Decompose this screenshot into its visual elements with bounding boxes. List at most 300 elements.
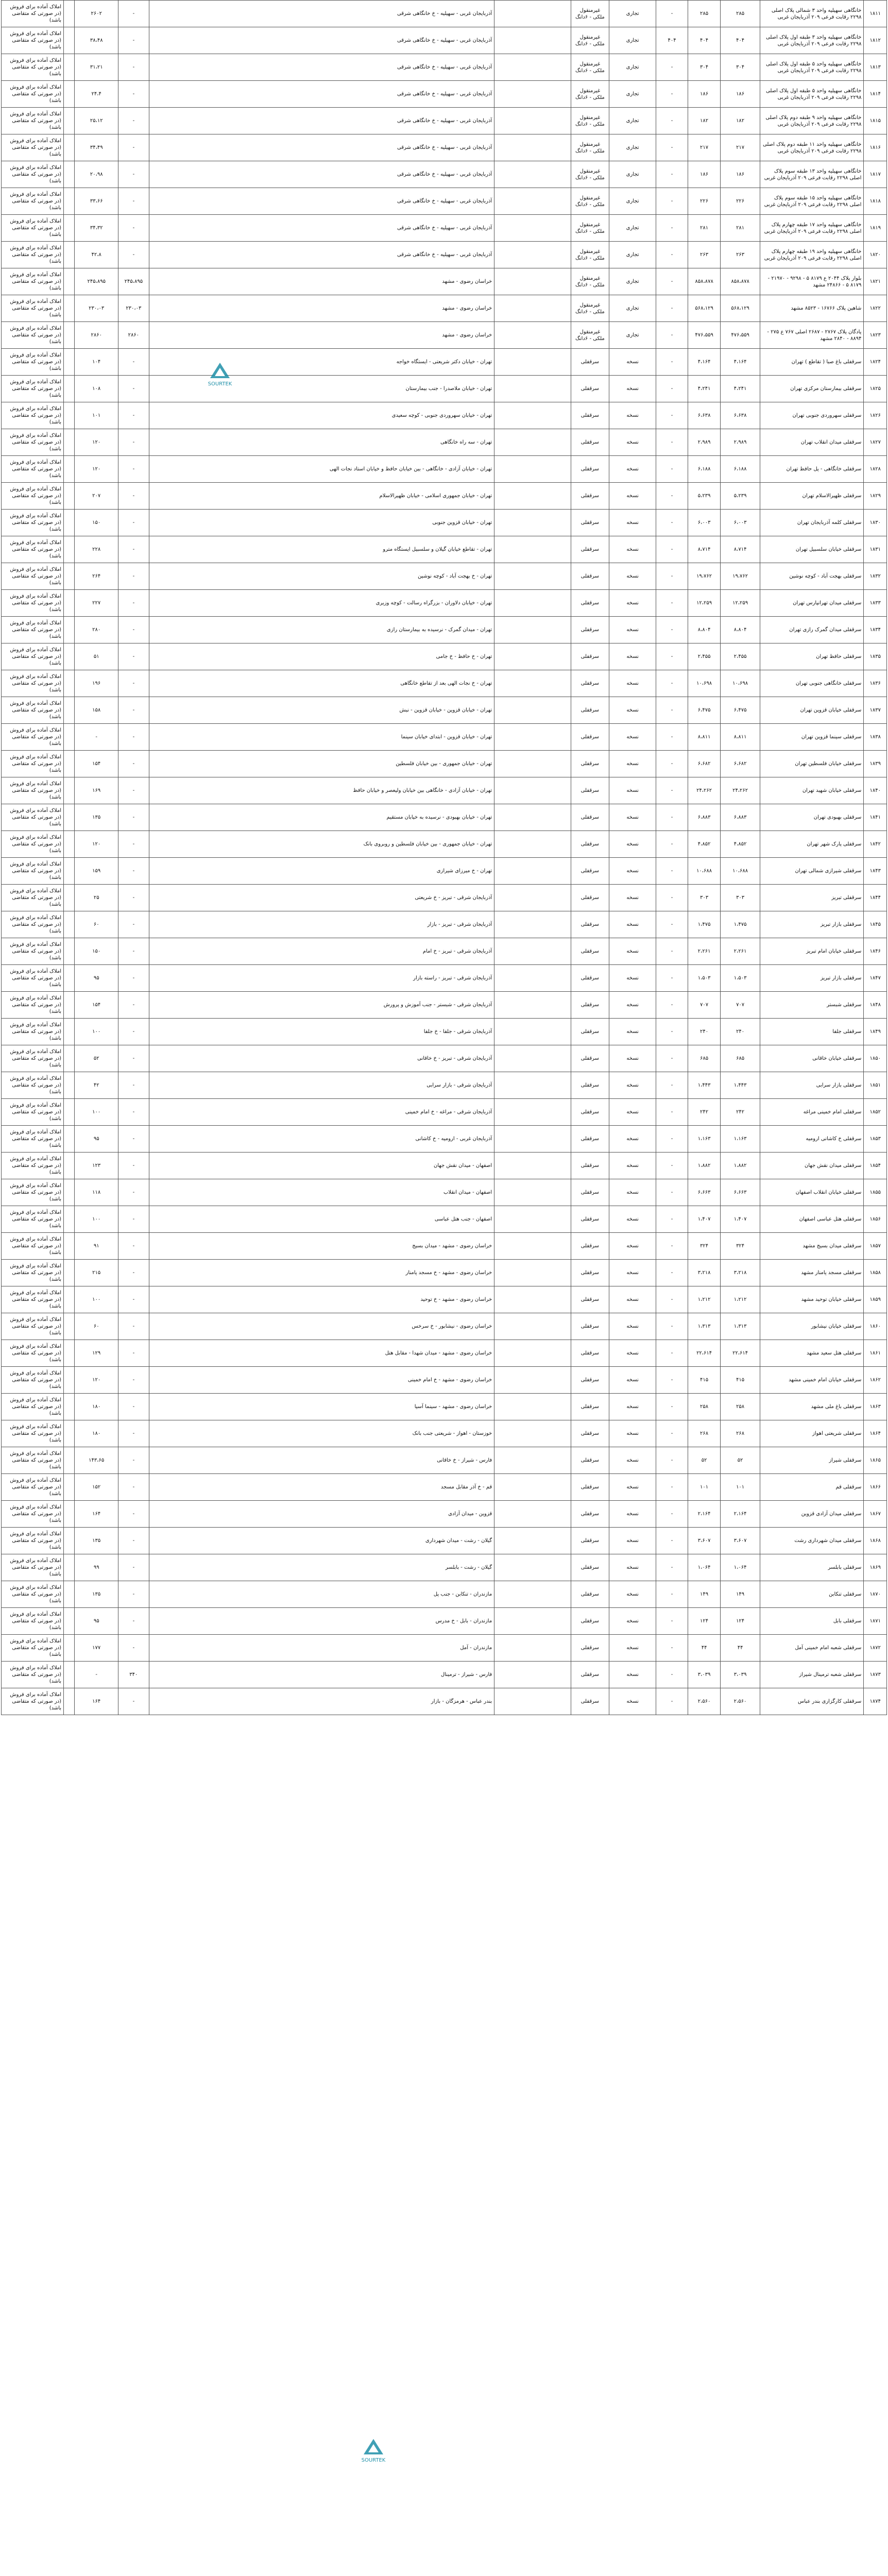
row-number: ۱۸۴۷ bbox=[864, 965, 887, 992]
row-number: ۱۸۶۷ bbox=[864, 1501, 887, 1528]
ownership-type: غیرمنقول ملکی - ۶دانگ bbox=[571, 27, 609, 54]
property-address: آذربایجان شرقی - تبریز - خ امام bbox=[149, 938, 494, 965]
area-value: ۶۸۵ bbox=[721, 1045, 760, 1072]
property-type: نسخه bbox=[609, 1635, 656, 1662]
ownership-type: سرقفلی bbox=[571, 376, 609, 402]
property-address: فارس - شیراز - ترمینال bbox=[149, 1662, 494, 1688]
area-value: ۳،۰۳۹ bbox=[721, 1662, 760, 1688]
row-number: ۱۸۱۹ bbox=[864, 215, 887, 242]
price-total: ۴۲ bbox=[75, 1072, 118, 1099]
empty-cell bbox=[64, 938, 75, 965]
row-number: ۱۸۳۹ bbox=[864, 751, 887, 777]
table-row bbox=[2, 1394, 887, 1420]
table-row bbox=[2, 590, 887, 617]
table-row bbox=[2, 938, 887, 965]
usage-note: املاک آماده برای فروش (در صورتی که متقاضی باشد) bbox=[2, 1340, 64, 1367]
area-total: ۳،۰۳۹ bbox=[688, 1662, 721, 1688]
empty-cell bbox=[64, 1447, 75, 1474]
price-value: - bbox=[118, 965, 149, 992]
area-value: ۱،۸۸۲ bbox=[721, 1153, 760, 1179]
area-value: ۴۱۵ bbox=[721, 1367, 760, 1394]
empty-cell bbox=[64, 1233, 75, 1260]
table-row bbox=[2, 885, 887, 911]
area-extra: - bbox=[656, 295, 688, 322]
usage-note: املاک آماده برای فروش (در صورتی که متقاضی باشد) bbox=[2, 1635, 64, 1662]
table-row bbox=[2, 1635, 887, 1662]
usage-note: املاک آماده برای فروش (در صورتی که متقاضی باشد) bbox=[2, 697, 64, 724]
empty-cell bbox=[494, 402, 571, 429]
area-total: ۱۸۶ bbox=[688, 161, 721, 188]
empty-cell bbox=[64, 1, 75, 27]
property-type: نسخه bbox=[609, 510, 656, 536]
property-type: تجاری bbox=[609, 161, 656, 188]
table-row bbox=[2, 1313, 887, 1340]
area-value: ۲۲۶ bbox=[721, 188, 760, 215]
property-address: تهران - خیابان دلاوران - بزرگراه رسالت - کوچه وزیری bbox=[149, 590, 494, 617]
property-title: سرقفلی میدان تهرانپارس تهران bbox=[760, 590, 864, 617]
price-total: ۲۵ bbox=[75, 885, 118, 911]
row-number: ۱۸۵۲ bbox=[864, 1099, 887, 1126]
property-address: اصفهان - میدان انقلاب bbox=[149, 1179, 494, 1206]
property-title: سرقفلی تبریز bbox=[760, 885, 864, 911]
empty-cell bbox=[494, 617, 571, 643]
empty-cell bbox=[494, 456, 571, 483]
usage-note: املاک آماده برای فروش (در صورتی که متقاضی باشد) bbox=[2, 483, 64, 510]
property-address: تهران - میدان گمرک - نرسیده به بیمارستان رازی bbox=[149, 617, 494, 643]
table-row bbox=[2, 1260, 887, 1286]
property-address: آذربایجان غربی - سهیلیه - خ خانگاهی شرقی bbox=[149, 242, 494, 268]
empty-cell bbox=[64, 1367, 75, 1394]
ownership-type: سرقفلی bbox=[571, 1367, 609, 1394]
area-value: ۴۰۴ bbox=[721, 27, 760, 54]
property-address: مازندران - آمل bbox=[149, 1635, 494, 1662]
empty-cell bbox=[494, 992, 571, 1019]
area-value: ۱،۴۴۳ bbox=[721, 1072, 760, 1099]
property-title: خانگاهی سهیلیه واحد ۱۵ طبقه سوم پلاک اصلی ۲۲۹۸ رقابت فرعی ۲۰۹ آذربایجان غربی bbox=[760, 188, 864, 215]
area-extra: - bbox=[656, 1045, 688, 1072]
area-value: ۵۲ bbox=[721, 1447, 760, 1474]
property-type: تجاری bbox=[609, 295, 656, 322]
usage-note: املاک آماده برای فروش (در صورتی که متقاضی باشد) bbox=[2, 858, 64, 885]
area-total: ۷۰۷ bbox=[688, 992, 721, 1019]
empty-cell bbox=[64, 1528, 75, 1554]
ownership-type: سرقفلی bbox=[571, 670, 609, 697]
price-total: - bbox=[75, 724, 118, 751]
price-value: - bbox=[118, 858, 149, 885]
property-type: تجاری bbox=[609, 134, 656, 161]
ownership-type: سرقفلی bbox=[571, 804, 609, 831]
price-total: ۱۲۳ bbox=[75, 1153, 118, 1179]
ownership-type: سرقفلی bbox=[571, 1019, 609, 1045]
property-title: سرقفلی خیابان امام تبریز bbox=[760, 938, 864, 965]
property-type: نسخه bbox=[609, 885, 656, 911]
area-value: ۶،۶۳۸ bbox=[721, 402, 760, 429]
property-title: خانگاهی سهیلیه واحد ۹ طبقه دوم پلاک اصلی ۲۲۹۸ رقابت فرعی ۲۰۹ آذربایجان غربی bbox=[760, 108, 864, 134]
ownership-type: سرقفلی bbox=[571, 1662, 609, 1688]
price-value: - bbox=[118, 242, 149, 268]
empty-cell bbox=[494, 322, 571, 349]
area-value: ۲۴،۲۶۲ bbox=[721, 777, 760, 804]
property-address: گیلان - رشت - میدان شهرداری bbox=[149, 1528, 494, 1554]
price-total: ۲۲۸ bbox=[75, 536, 118, 563]
price-value: - bbox=[118, 1554, 149, 1581]
area-value: ۲۶۸ bbox=[721, 1420, 760, 1447]
table-row bbox=[2, 1126, 887, 1153]
usage-note: املاک آماده برای فروش (در صورتی که متقاضی باشد) bbox=[2, 911, 64, 938]
price-total: ۹۱ bbox=[75, 1233, 118, 1260]
price-total: ۱۸۰ bbox=[75, 1394, 118, 1420]
usage-note: املاک آماده برای فروش (در صورتی که متقاضی باشد) bbox=[2, 81, 64, 108]
price-value: - bbox=[118, 1367, 149, 1394]
area-extra: - bbox=[656, 965, 688, 992]
area-total: ۱،۴۷۵ bbox=[688, 911, 721, 938]
empty-cell bbox=[64, 54, 75, 81]
price-value: - bbox=[118, 1233, 149, 1260]
empty-cell bbox=[64, 1019, 75, 1045]
property-type: تجاری bbox=[609, 1, 656, 27]
price-total: ۱۷۷ bbox=[75, 1635, 118, 1662]
area-total: ۵۲ bbox=[688, 1447, 721, 1474]
row-number: ۱۸۱۸ bbox=[864, 188, 887, 215]
usage-note: املاک آماده برای فروش (در صورتی که متقاضی باشد) bbox=[2, 376, 64, 402]
price-value: - bbox=[118, 724, 149, 751]
price-total: ۱۲۰ bbox=[75, 831, 118, 858]
table-row bbox=[2, 858, 887, 885]
row-number: ۱۸۲۵ bbox=[864, 376, 887, 402]
property-title: خانگاهی سهیلیه واحد ۱۹ طبقه چهارم پلاک اصلی ۲۲۹۸ رقابت فرعی ۲۰۹ آذربایجان غربی bbox=[760, 242, 864, 268]
property-type: نسخه bbox=[609, 1153, 656, 1179]
usage-note: املاک آماده برای فروش (در صورتی که متقاضی باشد) bbox=[2, 643, 64, 670]
price-value: - bbox=[118, 1286, 149, 1313]
area-extra: - bbox=[656, 510, 688, 536]
empty-cell bbox=[64, 188, 75, 215]
price-value: - bbox=[118, 188, 149, 215]
empty-cell bbox=[64, 965, 75, 992]
empty-cell bbox=[64, 1688, 75, 1715]
property-type: نسخه bbox=[609, 777, 656, 804]
usage-note: املاک آماده برای فروش (در صورتی که متقاضی باشد) bbox=[2, 268, 64, 295]
property-title: سرقفلی تنکابن bbox=[760, 1581, 864, 1608]
price-total: ۱۱۸ bbox=[75, 1179, 118, 1206]
price-total: ۱۵۸ bbox=[75, 697, 118, 724]
area-extra: - bbox=[656, 402, 688, 429]
empty-cell bbox=[64, 215, 75, 242]
empty-cell bbox=[494, 1635, 571, 1662]
usage-note: املاک آماده برای فروش (در صورتی که متقاضی باشد) bbox=[2, 1286, 64, 1313]
row-number: ۱۸۵۴ bbox=[864, 1153, 887, 1179]
property-type: نسخه bbox=[609, 1367, 656, 1394]
price-value: - bbox=[118, 1099, 149, 1126]
ownership-type: سرقفلی bbox=[571, 885, 609, 911]
area-value: ۲،۵۶۰ bbox=[721, 1688, 760, 1715]
ownership-type: سرقفلی bbox=[571, 1260, 609, 1286]
price-value: - bbox=[118, 54, 149, 81]
empty-cell bbox=[64, 134, 75, 161]
property-type: نسخه bbox=[609, 483, 656, 510]
area-value: ۱،۳۱۳ bbox=[721, 1313, 760, 1340]
property-table bbox=[1, 0, 887, 1715]
price-total: ۱۲۰ bbox=[75, 429, 118, 456]
ownership-type: غیرمنقول ملکی - ۶دانگ bbox=[571, 242, 609, 268]
property-type: نسخه bbox=[609, 1179, 656, 1206]
table-row bbox=[2, 1340, 887, 1367]
property-address: آذربایجان غربی - سهیلیه - خ خانگاهی شرقی bbox=[149, 1, 494, 27]
area-total: ۳۲۴ bbox=[688, 1233, 721, 1260]
empty-cell bbox=[64, 858, 75, 885]
area-extra: - bbox=[656, 1554, 688, 1581]
empty-cell bbox=[494, 1581, 571, 1608]
empty-cell bbox=[494, 1688, 571, 1715]
area-value: ۴،۱۶۴ bbox=[721, 349, 760, 376]
empty-cell bbox=[64, 1099, 75, 1126]
property-type: نسخه bbox=[609, 402, 656, 429]
area-value: ۳،۲۱۸ bbox=[721, 1260, 760, 1286]
empty-cell bbox=[494, 1153, 571, 1179]
ownership-type: سرقفلی bbox=[571, 751, 609, 777]
property-title: خانگاهی سهیلیه واحد ۳ شمالی پلاک اصلی ۲۲۹۸ رقابت فرعی ۲۰۹ آذربایجان غربی bbox=[760, 1, 864, 27]
usage-note: املاک آماده برای فروش (در صورتی که متقاضی باشد) bbox=[2, 1528, 64, 1554]
empty-cell bbox=[494, 242, 571, 268]
ownership-type: سرقفلی bbox=[571, 724, 609, 751]
empty-cell bbox=[494, 1045, 571, 1072]
empty-cell bbox=[64, 1394, 75, 1420]
property-type: نسخه bbox=[609, 1019, 656, 1045]
empty-cell bbox=[64, 1153, 75, 1179]
property-type: نسخه bbox=[609, 1501, 656, 1528]
ownership-type: غیرمنقول ملکی - ۶دانگ bbox=[571, 161, 609, 188]
property-title: خانگاهی سهیلیه واحد ۵ طبقه اول پلاک اصلی ۲۲۹۸ رقابت فرعی ۲۰۹ آذربایجان غربی bbox=[760, 54, 864, 81]
empty-cell bbox=[64, 81, 75, 108]
area-total: ۱،۳۱۳ bbox=[688, 1313, 721, 1340]
area-extra: - bbox=[656, 349, 688, 376]
property-address: خراسان رضوی - نیشابور - خ سرخس bbox=[149, 1313, 494, 1340]
ownership-type: غیرمنقول ملکی - ۶دانگ bbox=[571, 268, 609, 295]
area-value: ۴۷۶،۵۵۹ bbox=[721, 322, 760, 349]
usage-note: املاک آماده برای فروش (در صورتی که متقاضی باشد) bbox=[2, 295, 64, 322]
ownership-type: سرقفلی bbox=[571, 1099, 609, 1126]
empty-cell bbox=[494, 697, 571, 724]
area-value: ۸،۸۱۱ bbox=[721, 724, 760, 751]
table-row bbox=[2, 804, 887, 831]
table-row bbox=[2, 54, 887, 81]
empty-cell bbox=[64, 724, 75, 751]
area-total: ۱،۸۸۲ bbox=[688, 1153, 721, 1179]
price-value: ۲۴۵،۸۹۵ bbox=[118, 268, 149, 295]
area-extra: - bbox=[656, 188, 688, 215]
area-extra: - bbox=[656, 1260, 688, 1286]
table-row bbox=[2, 965, 887, 992]
usage-note: املاک آماده برای فروش (در صورتی که متقاضی باشد) bbox=[2, 1554, 64, 1581]
table-row bbox=[2, 1019, 887, 1045]
area-total: ۸،۸۰۴ bbox=[688, 617, 721, 643]
area-total: ۲۶۳ bbox=[688, 242, 721, 268]
property-address: خراسان رضوی - مشهد - سینما آسیا bbox=[149, 1394, 494, 1420]
area-value: ۶،۸۸۳ bbox=[721, 804, 760, 831]
price-value: - bbox=[118, 804, 149, 831]
empty-cell bbox=[494, 108, 571, 134]
table-row bbox=[2, 1045, 887, 1072]
price-value: - bbox=[118, 777, 149, 804]
price-value: - bbox=[118, 349, 149, 376]
area-value: ۷۰۷ bbox=[721, 992, 760, 1019]
empty-cell bbox=[64, 1635, 75, 1662]
area-value: ۴،۲۴۱ bbox=[721, 376, 760, 402]
area-total: ۴،۲۴۱ bbox=[688, 376, 721, 402]
property-type: نسخه bbox=[609, 1126, 656, 1153]
property-title: شاهین پلاک ۱۶۷۶۶ - ۸۵۲۳ مشهد bbox=[760, 295, 864, 322]
table-row bbox=[2, 1153, 887, 1179]
area-extra: - bbox=[656, 617, 688, 643]
property-title: سرقفلی بابلسر bbox=[760, 1554, 864, 1581]
property-title: سرقفلی هتل عباسی اصفهان bbox=[760, 1206, 864, 1233]
property-title: سرقفلی شعبه امام خمینی آمل bbox=[760, 1635, 864, 1662]
price-value: - bbox=[118, 697, 149, 724]
price-total: ۶۰ bbox=[75, 911, 118, 938]
price-total: ۳۴،۳۲ bbox=[75, 215, 118, 242]
area-total: ۵۶۸،۱۲۹ bbox=[688, 295, 721, 322]
empty-cell bbox=[494, 1662, 571, 1688]
table-row bbox=[2, 992, 887, 1019]
area-total: ۲۶۸ bbox=[688, 1420, 721, 1447]
table-row bbox=[2, 1286, 887, 1313]
table-row bbox=[2, 1474, 887, 1501]
empty-cell bbox=[494, 1179, 571, 1206]
empty-cell bbox=[494, 804, 571, 831]
property-type: تجاری bbox=[609, 108, 656, 134]
table-row bbox=[2, 643, 887, 670]
ownership-type: غیرمنقول ملکی - ۶دانگ bbox=[571, 54, 609, 81]
ownership-type: سرقفلی bbox=[571, 563, 609, 590]
price-value: - bbox=[118, 429, 149, 456]
usage-note: املاک آماده برای فروش (در صورتی که متقاضی باشد) bbox=[2, 1608, 64, 1635]
property-type: نسخه bbox=[609, 1447, 656, 1474]
row-number: ۱۸۶۵ bbox=[864, 1447, 887, 1474]
property-address: خراسان رضوی - مشهد - میدان بسیج bbox=[149, 1233, 494, 1260]
usage-note: املاک آماده برای فروش (در صورتی که متقاضی باشد) bbox=[2, 777, 64, 804]
empty-cell bbox=[64, 1126, 75, 1153]
ownership-type: سرقفلی bbox=[571, 697, 609, 724]
row-number: ۱۸۳۶ bbox=[864, 670, 887, 697]
table-row bbox=[2, 161, 887, 188]
area-extra: - bbox=[656, 1233, 688, 1260]
area-total: ۱۲،۲۵۹ bbox=[688, 590, 721, 617]
ownership-type: سرقفلی bbox=[571, 1528, 609, 1554]
empty-cell bbox=[494, 268, 571, 295]
area-extra: - bbox=[656, 1286, 688, 1313]
ownership-type: سرقفلی bbox=[571, 1340, 609, 1367]
usage-note: املاک آماده برای فروش (در صورتی که متقاضی باشد) bbox=[2, 1447, 64, 1474]
area-extra: - bbox=[656, 215, 688, 242]
property-title: سرقفلی شیرازی شمالی تهران bbox=[760, 858, 864, 885]
empty-cell bbox=[64, 751, 75, 777]
usage-note: املاک آماده برای فروش (در صورتی که متقاضی باشد) bbox=[2, 1688, 64, 1715]
property-address: آذربایجان غربی - سهیلیه - خ خانگاهی شرقی bbox=[149, 134, 494, 161]
property-title: خانگاهی سهیلیه واحد ۵ طبقه اول پلاک اصلی ۲۲۹۸ رقابت فرعی ۲۰۹ آذربایجان غربی bbox=[760, 81, 864, 108]
price-total: ۱۰۱ bbox=[75, 402, 118, 429]
area-extra: - bbox=[656, 1447, 688, 1474]
property-title: سرقفلی مسجد پامنار مشهد bbox=[760, 1260, 864, 1286]
property-address: آذربایجان غربی - سهیلیه - خ خانگاهی شرقی bbox=[149, 215, 494, 242]
property-address: خراسان رضوی - مشهد - خ امام خمینی bbox=[149, 1367, 494, 1394]
empty-cell bbox=[64, 108, 75, 134]
area-value: ۲۸۵ bbox=[721, 1, 760, 27]
area-extra: - bbox=[656, 483, 688, 510]
empty-cell bbox=[494, 1447, 571, 1474]
area-extra: - bbox=[656, 938, 688, 965]
ownership-type: سرقفلی bbox=[571, 777, 609, 804]
price-total: ۲۵،۱۲ bbox=[75, 108, 118, 134]
property-type: نسخه bbox=[609, 536, 656, 563]
ownership-type: سرقفلی bbox=[571, 617, 609, 643]
table-row bbox=[2, 134, 887, 161]
empty-cell bbox=[494, 1367, 571, 1394]
ownership-type: سرقفلی bbox=[571, 1688, 609, 1715]
area-value: ۱،۴۰۷ bbox=[721, 1206, 760, 1233]
area-total: ۴۷۶،۵۵۹ bbox=[688, 322, 721, 349]
row-number: ۱۸۴۹ bbox=[864, 1019, 887, 1045]
empty-cell bbox=[494, 349, 571, 376]
price-total: ۱۰۰ bbox=[75, 1099, 118, 1126]
ownership-type: سرقفلی bbox=[571, 1045, 609, 1072]
property-address: خوزستان - اهواز - شریعتی جنب بانک bbox=[149, 1420, 494, 1447]
property-title: سرقفلی خیابان سلسبیل تهران bbox=[760, 536, 864, 563]
empty-cell bbox=[64, 242, 75, 268]
ownership-type: سرقفلی bbox=[571, 1072, 609, 1099]
price-value: - bbox=[118, 617, 149, 643]
area-value: ۲۸۱ bbox=[721, 215, 760, 242]
empty-cell bbox=[64, 1179, 75, 1206]
property-type: نسخه bbox=[609, 1394, 656, 1420]
row-number: ۱۸۱۴ bbox=[864, 81, 887, 108]
empty-cell bbox=[494, 1072, 571, 1099]
area-value: ۶،۶۶۳ bbox=[721, 1179, 760, 1206]
table-row bbox=[2, 1447, 887, 1474]
property-type: نسخه bbox=[609, 858, 656, 885]
area-value: ۱۴۹ bbox=[721, 1581, 760, 1608]
area-extra: - bbox=[656, 54, 688, 81]
area-total: ۵،۲۳۹ bbox=[688, 483, 721, 510]
price-total: ۱۵۰ bbox=[75, 510, 118, 536]
price-total: ۱۰۰ bbox=[75, 1286, 118, 1313]
area-total: ۳،۲۱۸ bbox=[688, 1260, 721, 1286]
row-number: ۱۸۶۱ bbox=[864, 1340, 887, 1367]
price-value: - bbox=[118, 1206, 149, 1233]
property-title: سرقفلی بیمارستان مرکزی تهران bbox=[760, 376, 864, 402]
ownership-type: سرقفلی bbox=[571, 510, 609, 536]
empty-cell bbox=[494, 134, 571, 161]
area-extra: - bbox=[656, 134, 688, 161]
area-value: ۲،۴۵۵ bbox=[721, 643, 760, 670]
row-number: ۱۸۱۶ bbox=[864, 134, 887, 161]
price-total: ۵۱ bbox=[75, 643, 118, 670]
price-value: - bbox=[118, 1260, 149, 1286]
row-number: ۱۸۲۰ bbox=[864, 242, 887, 268]
property-address: آذربایجان شرقی - جلفا - خ جلفا bbox=[149, 1019, 494, 1045]
table-row bbox=[2, 617, 887, 643]
area-value: ۱،۱۶۳ bbox=[721, 1126, 760, 1153]
ownership-type: سرقفلی bbox=[571, 1474, 609, 1501]
property-title: سرقفلی میدان انقلاب تهران bbox=[760, 429, 864, 456]
property-address: خراسان رضوی - مشهد - میدان شهدا - مقابل هتل bbox=[149, 1340, 494, 1367]
area-total: ۱۰،۶۸۸ bbox=[688, 858, 721, 885]
property-title: سرقفلی سهروردی جنوبی تهران bbox=[760, 402, 864, 429]
property-address: تهران - خیابان قزوین - خیابان قزوین - نبش bbox=[149, 697, 494, 724]
area-value: ۱،۲۱۲ bbox=[721, 1286, 760, 1313]
property-address: تهران - خ حافظ - خ جامی bbox=[149, 643, 494, 670]
price-total: - bbox=[75, 1662, 118, 1688]
empty-cell bbox=[64, 295, 75, 322]
price-total: ۱۸۰ bbox=[75, 1420, 118, 1447]
